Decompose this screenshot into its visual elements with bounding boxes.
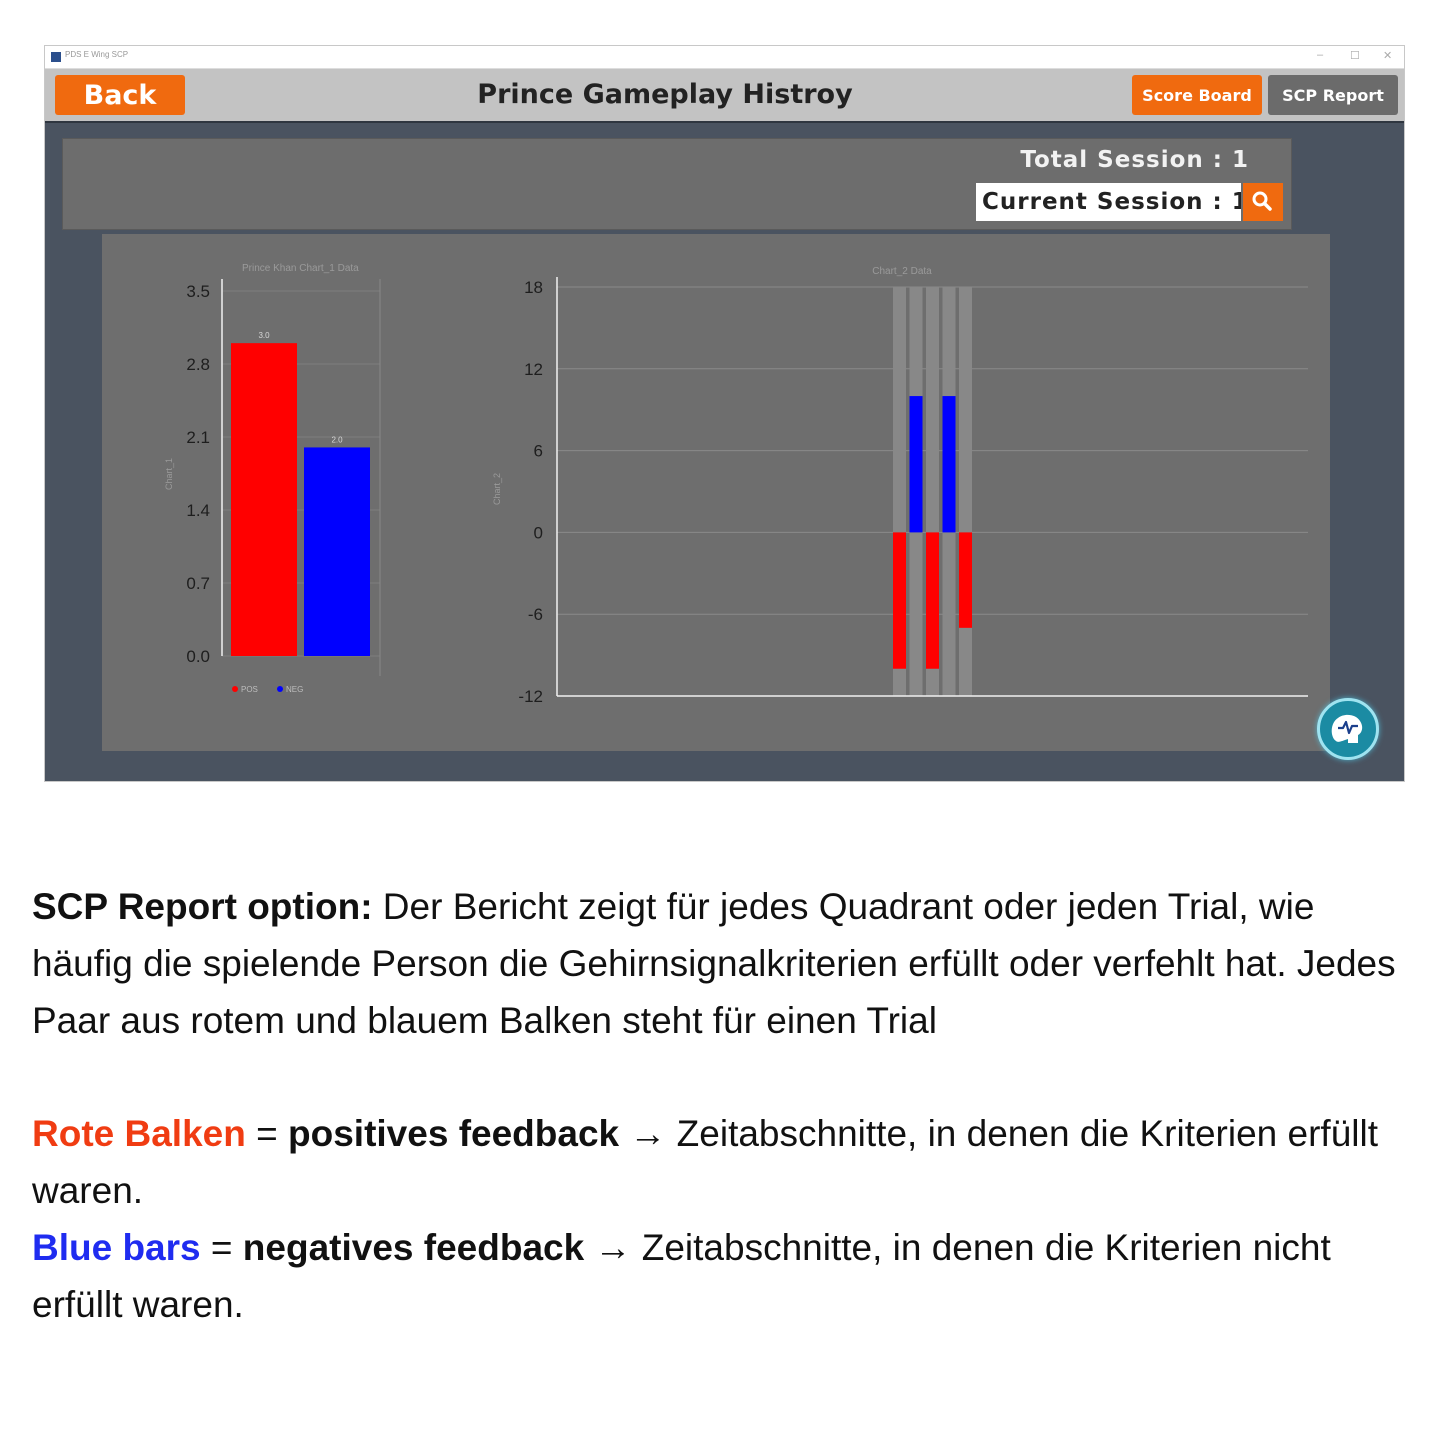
chart2-title: Chart_2 Data <box>872 266 932 277</box>
current-session-input[interactable] <box>976 183 1241 221</box>
chart2-bar-blue <box>910 396 923 532</box>
header-bar <box>45 69 1404 123</box>
chart1-ytick-label: 1.4 <box>186 501 210 520</box>
chart2-ytick-label: 12 <box>524 359 543 379</box>
chart2-bar-red <box>926 532 939 668</box>
chart1-ytick-label: 3.5 <box>186 282 210 301</box>
equals-sign: = <box>245 1113 289 1154</box>
scp-report-option-label: SCP Report option: <box>32 886 373 927</box>
window-titlebar <box>45 46 1404 69</box>
close-icon[interactable]: ✕ <box>1383 50 1393 62</box>
chart2-bar-red <box>959 532 972 627</box>
search-icon <box>1243 183 1283 221</box>
app-icon <box>51 52 61 62</box>
chart1-data-label: 2.0 <box>331 435 343 445</box>
chart1-legend-neg: NEG <box>286 685 304 694</box>
scp-report-button[interactable]: SCP Report <box>1268 75 1398 115</box>
chart2-bar-red <box>893 532 906 668</box>
chart1-legend-pos: POS <box>241 685 258 694</box>
session-panel <box>62 138 1292 230</box>
chart1-data-label: 3.0 <box>258 331 270 341</box>
maximize-icon[interactable]: ☐ <box>1350 50 1360 62</box>
charts-svg <box>102 234 1330 751</box>
chart1-ytick-label: 2.8 <box>186 355 210 374</box>
search-button[interactable] <box>1243 183 1283 221</box>
red-bars-text: → Zeitabschnitte, in denen die Kriterien erfüllt waren. <box>32 1113 1379 1211</box>
window-title: PDS E Wing SCP <box>65 50 129 59</box>
chart1-ytick-label: 2.1 <box>186 428 210 447</box>
chart2-ytick-label: 18 <box>524 278 543 297</box>
chart1-ytick-label: 0.0 <box>186 647 210 666</box>
equals-sign: = <box>200 1227 243 1268</box>
chart2-ytick-label: -6 <box>527 605 543 625</box>
score-board-button[interactable]: Score Board <box>1132 75 1262 115</box>
page-title: Prince Gameplay Histroy <box>477 79 853 110</box>
chart1-legend-marker <box>277 686 283 692</box>
chart2-band <box>959 287 972 696</box>
back-button[interactable]: Back <box>55 75 185 115</box>
scp-report-option-text: Der Bericht zeigt für jedes Quadrant oder jeden Trial, wie häufig die spielende Person die Gehirnsignalkriterien erfüllt oder verfehlt hat. Jedes Paar aus rotem und blauem Balken steht für einen Trial <box>32 886 1396 1041</box>
chart1-legend-marker <box>232 686 238 692</box>
minimize-icon[interactable]: – <box>1317 49 1324 61</box>
chart-panel <box>102 234 1330 751</box>
chart2-ytick-label: 0 <box>533 523 543 543</box>
app-window <box>45 46 1404 781</box>
red-bars-meaning: positives feedback <box>288 1113 620 1154</box>
chart2-ylabel: Chart_2 <box>492 472 502 506</box>
chart1-ytick-label: 0.7 <box>186 574 210 593</box>
brain-assistant-button[interactable] <box>1317 698 1379 760</box>
description-paragraph-1 <box>32 878 1422 1049</box>
chart1-bar-neg <box>304 447 370 656</box>
brain-icon <box>1320 701 1376 757</box>
chart2-bar-blue <box>943 396 956 532</box>
chart1-bar-pos <box>231 343 297 656</box>
description-blue-bars <box>32 1219 1422 1333</box>
chart1-title: Prince Khan Chart_1 Data <box>242 263 359 274</box>
total-session-label: Total Session : 1 <box>1020 147 1249 173</box>
chart1-ylabel: Chart_1 <box>164 457 174 491</box>
blue-bars-meaning: negatives feedback <box>242 1227 585 1268</box>
blue-bars-label: Blue bars <box>32 1227 201 1268</box>
description-red-bars <box>32 1105 1422 1219</box>
chart2-ytick-label: -12 <box>518 687 543 706</box>
chart2-ytick-label: 6 <box>533 441 543 461</box>
blue-bars-text: → Zeitabschnitte, in denen die Kriterien nicht erfüllt waren. <box>32 1227 1331 1325</box>
description <box>32 878 1422 1333</box>
red-bars-label: Rote Balken <box>32 1113 246 1154</box>
